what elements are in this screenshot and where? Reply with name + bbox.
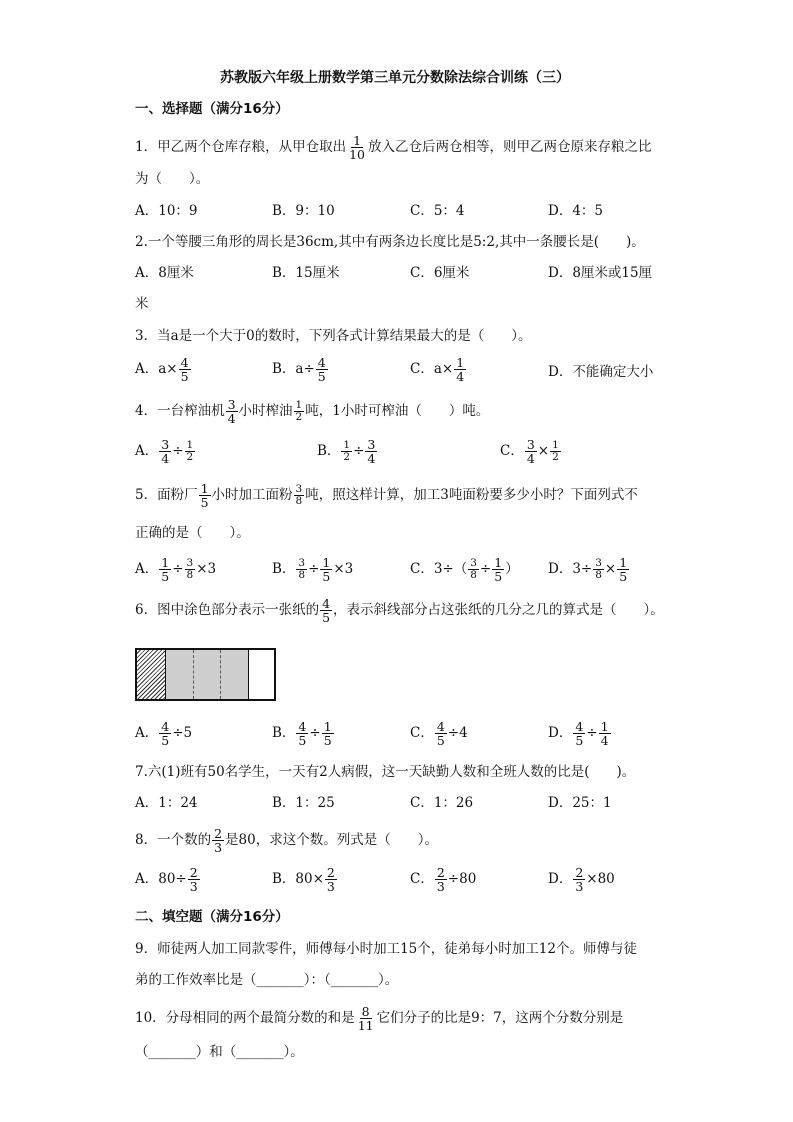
question-3: 3．当a是一个大于0的数时，下列各式计算结果最大的是（ ）。 bbox=[135, 328, 532, 344]
section-heading-fill: 二、填空题（满分16分） bbox=[135, 909, 289, 925]
q5-option-a: A． $\frac{1}{5}$ ÷ $\frac{3}{8}$ ×3 bbox=[135, 555, 217, 585]
section-heading-choice: 一、选择题（满分16分） bbox=[135, 101, 289, 117]
q2-option-d-cont: 米 bbox=[135, 296, 149, 312]
q1-text-b: 放入乙仓后两仓相等，则甲乙两仓原来存粮之比 bbox=[368, 138, 652, 155]
q4-option-c: C． $\frac{3}{4}$ × $\frac{1}{2}$ bbox=[500, 437, 559, 467]
q7-option-b: B．1：25 bbox=[272, 795, 335, 811]
q4-option-a: A． $\frac{3}{4}$ ÷ $\frac{1}{2}$ bbox=[135, 437, 194, 467]
blank-part bbox=[249, 650, 275, 699]
q7-option-c: C．1：26 bbox=[410, 795, 474, 811]
question-7: 7.六(1)班有50名学生，一天有2人病假，这一天缺勤人数和全班人数的比是( )。 bbox=[135, 764, 636, 780]
question-8: 8．一个数的 2 3 是80，求这个数。列式是（ ）。 bbox=[135, 826, 438, 856]
question-9: 9．师徒两人加工同款零件，师傅每小时加工15个，徒弟每小时加工12个。师傅与徒 bbox=[135, 941, 637, 957]
page-title: 苏教版六年级上册数学第三单元分数除法综合训练（三） bbox=[220, 70, 570, 86]
paper-strip-diagram bbox=[135, 648, 276, 701]
question-6: 6．图中涂色部分表示一张纸的 4 5 ，表示斜线部分占这张纸的几分之几的算式是（ ）。 bbox=[135, 596, 664, 626]
q8-option-c: C． $\frac{2}{3}$ ÷80 bbox=[410, 865, 477, 895]
q5-option-d: D．3÷ $\frac{3}{8}$ × $\frac{1}{5}$ bbox=[548, 555, 628, 585]
question-2: 2.一个等腰三角形的周长是36cm,其中有两条边长度比是5:2,其中一条腰长是( )。 bbox=[135, 234, 645, 250]
q2-option-b: B．15厘米 bbox=[272, 265, 340, 281]
q10-line-2: （_______）和（_______）。 bbox=[135, 1044, 304, 1060]
q1-option-c: C．5：4 bbox=[410, 203, 465, 219]
q5-option-b: B． $\frac{3}{8}$ ÷ $\frac{1}{5}$ ×3 bbox=[272, 555, 354, 585]
q8-option-d: D． $\frac{2}{3}$ ×80 bbox=[548, 865, 615, 895]
question-10: 10．分母相同的两个最简分数的和是 8 11 它们分子的比是9：7，这两个分数分别是 bbox=[135, 1004, 624, 1034]
q5-option-c: C．3÷（ $\frac{3}{8}$ ÷ $\frac{1}{5}$ ） bbox=[410, 555, 519, 585]
q1-fraction: 1 10 bbox=[349, 133, 365, 163]
q6-option-c: C． $\frac{4}{5}$ ÷4 bbox=[410, 719, 468, 749]
question-4: 4．一台榨油机 3 4 小时榨油 1 2 吨，1小时可榨油（ ）吨。 bbox=[135, 397, 490, 427]
q3-option-c: C．a× $\frac{1}{4}$ bbox=[410, 355, 465, 385]
q5-text-d: 正确的是（ ）。 bbox=[135, 525, 250, 541]
q1-option-d: D．4：5 bbox=[548, 203, 604, 219]
shaded-part bbox=[194, 650, 222, 699]
q3-option-a: A．a× $\frac{4}{5}$ bbox=[135, 355, 189, 385]
q6-option-d: D． $\frac{4}{5}$ ÷ $\frac{1}{4}$ bbox=[548, 719, 609, 749]
q2-option-a: A．8厘米 bbox=[135, 265, 194, 281]
q4-option-b: B． $\frac{1}{2}$ ÷ $\frac{3}{4}$ bbox=[317, 437, 376, 467]
q7-option-d: D．25：1 bbox=[548, 795, 612, 811]
question-1 bbox=[135, 134, 652, 161]
question-5: 5．面粉厂 1 5 小时加工面粉 3 8 吨，照这样计算，加工3吨面粉要多少小时？下面列式不 bbox=[135, 481, 638, 511]
q7-option-a: A．1：24 bbox=[135, 795, 198, 811]
q8-option-b: B．80× $\frac{2}{3}$ bbox=[272, 865, 335, 895]
shaded-part bbox=[221, 650, 249, 699]
q1-text-a: 1．甲乙两个仓库存粮，从甲仓取出 bbox=[135, 138, 347, 155]
q3-option-b: B．a÷ $\frac{4}{5}$ bbox=[272, 355, 326, 385]
q6-option-a: A． $\frac{4}{5}$ ÷5 bbox=[135, 719, 193, 749]
q1-text-c: 为（ ）。 bbox=[135, 171, 210, 187]
hatched-part bbox=[137, 650, 166, 699]
q3-option-d: D．不能确定大小 bbox=[548, 364, 654, 380]
q9-line-2: 弟的工作效率比是（_______）：（_______）。 bbox=[135, 972, 399, 988]
q2-option-d: D．8厘米或15厘 bbox=[548, 265, 653, 281]
q1-option-a: A．10：9 bbox=[135, 203, 198, 219]
q2-option-c: C．6厘米 bbox=[410, 265, 470, 281]
shaded-part bbox=[166, 650, 194, 699]
q8-option-a: A．80÷ $\frac{2}{3}$ bbox=[135, 865, 198, 895]
q1-option-b: B．9：10 bbox=[272, 203, 335, 219]
q6-option-b: B． $\frac{4}{5}$ ÷ $\frac{1}{5}$ bbox=[272, 719, 332, 749]
